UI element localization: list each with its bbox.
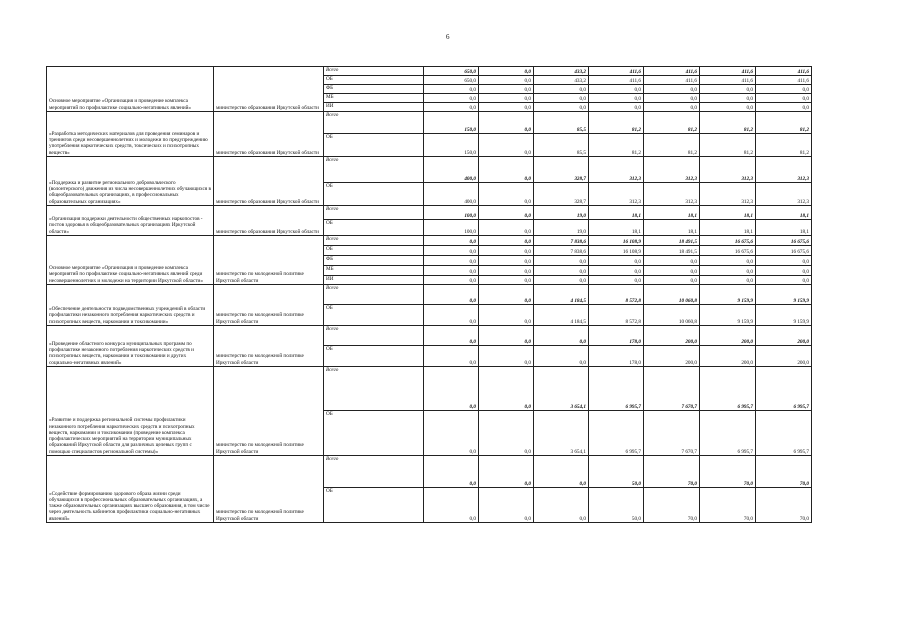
amount-cell: 0,0 (534, 94, 589, 103)
amount-cell: 0,0 (479, 367, 534, 411)
amount-cell: 9 159,9 (700, 285, 756, 305)
amount-cell: 81,2 (756, 112, 812, 134)
amount-cell: 6 995,7 (756, 411, 812, 456)
funding-source-cell: ФБ (324, 85, 424, 94)
amount-cell: 312,3 (700, 157, 756, 183)
amount-cell: 70,0 (700, 456, 756, 488)
amount-cell: 0,0 (424, 266, 479, 276)
amount-cell: 0,0 (644, 103, 700, 112)
amount-cell: 16 675,6 (756, 246, 812, 256)
amount-cell: 70,0 (756, 488, 812, 523)
amount-cell: 411,6 (644, 76, 700, 85)
amount-cell: 0,0 (479, 246, 534, 256)
amount-cell: 650,0 (424, 67, 479, 76)
table-row (47, 206, 812, 220)
executor-cell: министерство образования Иркутской области (214, 112, 324, 157)
amount-cell: 411,6 (644, 67, 700, 76)
amount-cell: 18,1 (589, 206, 644, 220)
amount-cell: 7 670,7 (644, 367, 700, 411)
executor-cell: министерство образования Иркутской области (214, 206, 324, 236)
amount-cell: 0,0 (756, 266, 812, 276)
amount-cell: 7 838,6 (534, 236, 589, 246)
amount-cell: 0,0 (534, 256, 589, 266)
activity-name-cell: Основное мероприятие «Организация и проведение комплекса мероприятий по профилактике социально-негативных явлений» (47, 67, 214, 112)
amount-cell: 0,0 (534, 456, 589, 488)
amount-cell: 19,0 (534, 220, 589, 236)
amount-cell: 0,0 (589, 94, 644, 103)
amount-cell: 0,0 (479, 276, 534, 285)
amount-cell: 0,0 (424, 285, 479, 305)
amount-cell: 0,0 (424, 85, 479, 94)
amount-cell: 16 675,6 (700, 246, 756, 256)
funding-source-cell: ОБ (324, 246, 424, 256)
amount-cell: 6 995,7 (756, 367, 812, 411)
amount-cell: 0,0 (700, 256, 756, 266)
table-row (47, 285, 812, 305)
amount-cell: 6 995,7 (589, 367, 644, 411)
amount-cell: 7 838,6 (534, 246, 589, 256)
amount-cell: 0,0 (479, 285, 534, 305)
amount-cell: 81,2 (644, 134, 700, 157)
amount-cell: 400,0 (424, 157, 479, 183)
amount-cell: 3 654,1 (534, 367, 589, 411)
funding-source-cell: ОБ (324, 346, 424, 367)
funding-source-cell: Всего (324, 67, 424, 76)
amount-cell: 0,0 (479, 256, 534, 266)
amount-cell: 0,0 (534, 103, 589, 112)
funding-source-cell: МБ (324, 94, 424, 103)
amount-cell: 0,0 (644, 276, 700, 285)
amount-cell: 4 184,5 (534, 305, 589, 326)
amount-cell: 312,3 (644, 157, 700, 183)
amount-cell: 0,0 (700, 276, 756, 285)
amount-cell: 10 060,8 (644, 305, 700, 326)
amount-cell: 18,1 (700, 220, 756, 236)
amount-cell: 0,0 (479, 411, 534, 456)
executor-cell: министерство образования Иркутской области (214, 67, 324, 112)
amount-cell: 0,0 (424, 276, 479, 285)
amount-cell: 0,0 (424, 326, 479, 346)
amount-cell: 200,0 (756, 326, 812, 346)
funding-source-cell: Всего (324, 367, 424, 411)
amount-cell: 200,0 (644, 326, 700, 346)
amount-cell: 0,0 (479, 305, 534, 326)
funding-source-cell: Всего (324, 157, 424, 183)
amount-cell: 0,0 (479, 346, 534, 367)
executor-cell: министерство по молодежной политике Иркутской области (214, 285, 324, 326)
amount-cell: 100,0 (424, 220, 479, 236)
amount-cell: 16 675,6 (700, 236, 756, 246)
amount-cell: 18 491,5 (644, 236, 700, 246)
table-row (47, 236, 812, 246)
amount-cell: 0,0 (700, 85, 756, 94)
table-row (47, 157, 812, 183)
amount-cell: 0,0 (534, 326, 589, 346)
funding-source-cell: Всего (324, 206, 424, 220)
amount-cell: 10 060,8 (644, 285, 700, 305)
amount-cell: 81,2 (589, 134, 644, 157)
amount-cell: 81,2 (589, 112, 644, 134)
amount-cell: 81,2 (700, 134, 756, 157)
funding-source-cell: ФБ (324, 256, 424, 266)
amount-cell: 178,0 (589, 326, 644, 346)
amount-cell: 0,0 (479, 488, 534, 523)
amount-cell: 411,6 (589, 67, 644, 76)
amount-cell: 433,2 (534, 76, 589, 85)
amount-cell: 18,1 (756, 220, 812, 236)
amount-cell: 18,1 (644, 220, 700, 236)
amount-cell: 3 654,1 (534, 411, 589, 456)
activity-name-cell: «Организация поддержки деятельности общественных наркопостов - постов здоровья в общеобразовательных организациях Иркутской области» (47, 206, 214, 236)
amount-cell: 0,0 (534, 276, 589, 285)
amount-cell: 150,0 (424, 134, 479, 157)
amount-cell: 9 159,9 (756, 285, 812, 305)
activity-name-cell: «Проведение областного конкурса муниципальных программ по профилактике незаконного потребления наркотических средств и психотропных веществ, наркомании и токсикомании и других социально-негативных явлений» (47, 326, 214, 367)
amount-cell: 81,2 (700, 112, 756, 134)
funding-source-cell: Всего (324, 456, 424, 488)
amount-cell: 0,0 (479, 76, 534, 85)
amount-cell: 0,0 (424, 246, 479, 256)
amount-cell: 0,0 (700, 266, 756, 276)
amount-cell: 0,0 (534, 85, 589, 94)
amount-cell: 0,0 (424, 488, 479, 523)
amount-cell: 50,0 (589, 456, 644, 488)
funding-source-cell: Всего (324, 112, 424, 134)
amount-cell: 0,0 (479, 220, 534, 236)
amount-cell: 8 572,8 (589, 285, 644, 305)
executor-cell: министерство по молодежной политике Иркутской области (214, 326, 324, 367)
amount-cell: 0,0 (479, 112, 534, 134)
amount-cell: 200,0 (700, 346, 756, 367)
budget-table (46, 66, 812, 523)
executor-cell: министерство образования Иркутской области (214, 157, 324, 206)
amount-cell: 18,1 (756, 206, 812, 220)
amount-cell: 0,0 (424, 256, 479, 266)
amount-cell: 4 184,5 (534, 285, 589, 305)
executor-cell: министерство по молодежной политике Иркутской области (214, 236, 324, 285)
amount-cell: 0,0 (534, 488, 589, 523)
activity-name-cell: «Поддержка и развитие регионального добровольческого (волонтерского) движения из числа несовершеннолетних обучающихся в общеобразовательных организациях, в профессиональных образовательных организациях» (47, 157, 214, 206)
activity-name-cell: «Содействие формированию здорового образа жизни среди обучающихся в профессиональных образовательных организациях, а также образовательных организациях высшего образования, в том числе через деятельность кабинетов профилактики социально-негативных явлений» (47, 456, 214, 523)
amount-cell: 0,0 (479, 326, 534, 346)
amount-cell: 411,6 (700, 67, 756, 76)
funding-source-cell: ИИ (324, 276, 424, 285)
funding-source-cell: Всего (324, 236, 424, 246)
funding-source-cell: ОБ (324, 134, 424, 157)
amount-cell: 0,0 (479, 103, 534, 112)
amount-cell: 200,0 (700, 326, 756, 346)
amount-cell: 411,6 (700, 76, 756, 85)
amount-cell: 0,0 (589, 85, 644, 94)
amount-cell: 0,0 (534, 346, 589, 367)
amount-cell: 200,0 (756, 346, 812, 367)
amount-cell: 100,0 (424, 206, 479, 220)
funding-source-cell: ОБ (324, 305, 424, 326)
amount-cell: 0,0 (589, 276, 644, 285)
amount-cell: 18,1 (589, 220, 644, 236)
amount-cell: 85,5 (534, 112, 589, 134)
funding-source-cell: Всего (324, 326, 424, 346)
amount-cell: 0,0 (756, 94, 812, 103)
amount-cell: 312,3 (589, 157, 644, 183)
amount-cell: 0,0 (424, 305, 479, 326)
amount-cell: 400,0 (424, 183, 479, 206)
executor-cell: министерство по молодежной политике Иркутской области (214, 367, 324, 456)
amount-cell: 0,0 (756, 256, 812, 266)
funding-source-cell: ОБ (324, 76, 424, 85)
amount-cell: 8 572,8 (589, 305, 644, 326)
table-row (47, 326, 812, 346)
amount-cell: 6 995,7 (700, 411, 756, 456)
amount-cell: 312,3 (589, 183, 644, 206)
amount-cell: 0,0 (479, 67, 534, 76)
amount-cell: 70,0 (644, 456, 700, 488)
funding-source-cell: ОБ (324, 183, 424, 206)
page-number: 6 (446, 33, 450, 41)
activity-name-cell: Основное мероприятие «Организация и проведение комплекса мероприятий по профилактике социально-негативных явлений среди несовершеннолетних и молодежи на территории Иркутской области» (47, 236, 214, 285)
amount-cell: 16 675,6 (756, 236, 812, 246)
amount-cell: 312,3 (700, 183, 756, 206)
amount-cell: 81,2 (644, 112, 700, 134)
funding-source-cell: ОБ (324, 220, 424, 236)
executor-cell: министерство по молодежной политике Иркутской области (214, 456, 324, 523)
activity-name-cell: «Разработка методических материалов для проведения семинаров и тренингов среди несовершеннолетних и молодежи по предупреждению употребления наркотических средств, токсических и психотропных веществ» (47, 112, 214, 157)
amount-cell: 85,5 (534, 134, 589, 157)
amount-cell: 0,0 (479, 456, 534, 488)
amount-cell: 0,0 (589, 103, 644, 112)
activity-name-cell: «Обеспечение деятельности подведомственных учреждений в области профилактики незаконного потребления наркотических средств и психотропных веществ, наркомании и токсикомании» (47, 285, 214, 326)
amount-cell: 0,0 (479, 183, 534, 206)
amount-cell: 0,0 (644, 266, 700, 276)
amount-cell: 0,0 (479, 266, 534, 276)
funding-source-cell: Всего (324, 285, 424, 305)
amount-cell: 150,0 (424, 112, 479, 134)
amount-cell: 0,0 (424, 103, 479, 112)
table-row (47, 367, 812, 411)
amount-cell: 433,2 (534, 67, 589, 76)
funding-source-cell: ИИ (324, 103, 424, 112)
amount-cell: 19,0 (534, 206, 589, 220)
amount-cell: 411,6 (589, 76, 644, 85)
amount-cell: 0,0 (424, 94, 479, 103)
amount-cell: 178,0 (589, 346, 644, 367)
table-row (47, 112, 812, 134)
amount-cell: 328,7 (534, 183, 589, 206)
amount-cell: 70,0 (756, 456, 812, 488)
amount-cell: 0,0 (700, 103, 756, 112)
amount-cell: 0,0 (756, 85, 812, 94)
table-row (47, 456, 812, 488)
amount-cell: 18 491,5 (644, 246, 700, 256)
amount-cell: 9 159,9 (700, 305, 756, 326)
amount-cell: 312,3 (756, 157, 812, 183)
amount-cell: 0,0 (589, 266, 644, 276)
amount-cell: 0,0 (479, 134, 534, 157)
amount-cell: 7 670,7 (644, 411, 700, 456)
amount-cell: 650,0 (424, 76, 479, 85)
amount-cell: 0,0 (700, 94, 756, 103)
amount-cell: 6 995,7 (589, 411, 644, 456)
funding-source-cell: ОБ (324, 488, 424, 523)
amount-cell: 0,0 (479, 236, 534, 246)
amount-cell: 70,0 (700, 488, 756, 523)
amount-cell: 0,0 (424, 236, 479, 246)
amount-cell: 0,0 (424, 367, 479, 411)
amount-cell: 312,3 (756, 183, 812, 206)
amount-cell: 9 159,9 (756, 305, 812, 326)
amount-cell: 0,0 (424, 456, 479, 488)
amount-cell: 411,6 (756, 76, 812, 85)
amount-cell: 0,0 (424, 346, 479, 367)
funding-source-cell: ОБ (324, 411, 424, 456)
amount-cell: 0,0 (479, 94, 534, 103)
amount-cell: 0,0 (479, 206, 534, 220)
amount-cell: 0,0 (589, 256, 644, 266)
amount-cell: 18,1 (700, 206, 756, 220)
amount-cell: 81,2 (756, 134, 812, 157)
amount-cell: 16 108,9 (589, 246, 644, 256)
amount-cell: 0,0 (424, 411, 479, 456)
amount-cell: 0,0 (756, 276, 812, 285)
amount-cell: 0,0 (534, 266, 589, 276)
amount-cell: 18,1 (644, 206, 700, 220)
amount-cell: 411,6 (756, 67, 812, 76)
amount-cell: 0,0 (479, 85, 534, 94)
amount-cell: 16 108,9 (589, 236, 644, 246)
amount-cell: 6 995,7 (700, 367, 756, 411)
amount-cell: 70,0 (644, 488, 700, 523)
activity-name-cell: «Развитие и поддержка региональной системы профилактики незаконного потребления наркотических средств и психотропных веществ, наркомании и токсикомании (проведение комплекса профилактических мероприятий на территории муниципальных образований Иркутской области для различных целевых групп с помощью специалистов региональной системы)» (47, 367, 214, 456)
table-row (47, 67, 812, 76)
amount-cell: 312,3 (644, 183, 700, 206)
amount-cell: 0,0 (644, 94, 700, 103)
amount-cell: 0,0 (644, 85, 700, 94)
amount-cell: 50,0 (589, 488, 644, 523)
amount-cell: 0,0 (479, 157, 534, 183)
amount-cell: 200,0 (644, 346, 700, 367)
amount-cell: 0,0 (756, 103, 812, 112)
amount-cell: 328,7 (534, 157, 589, 183)
amount-cell: 0,0 (644, 256, 700, 266)
funding-source-cell: МБ (324, 266, 424, 276)
